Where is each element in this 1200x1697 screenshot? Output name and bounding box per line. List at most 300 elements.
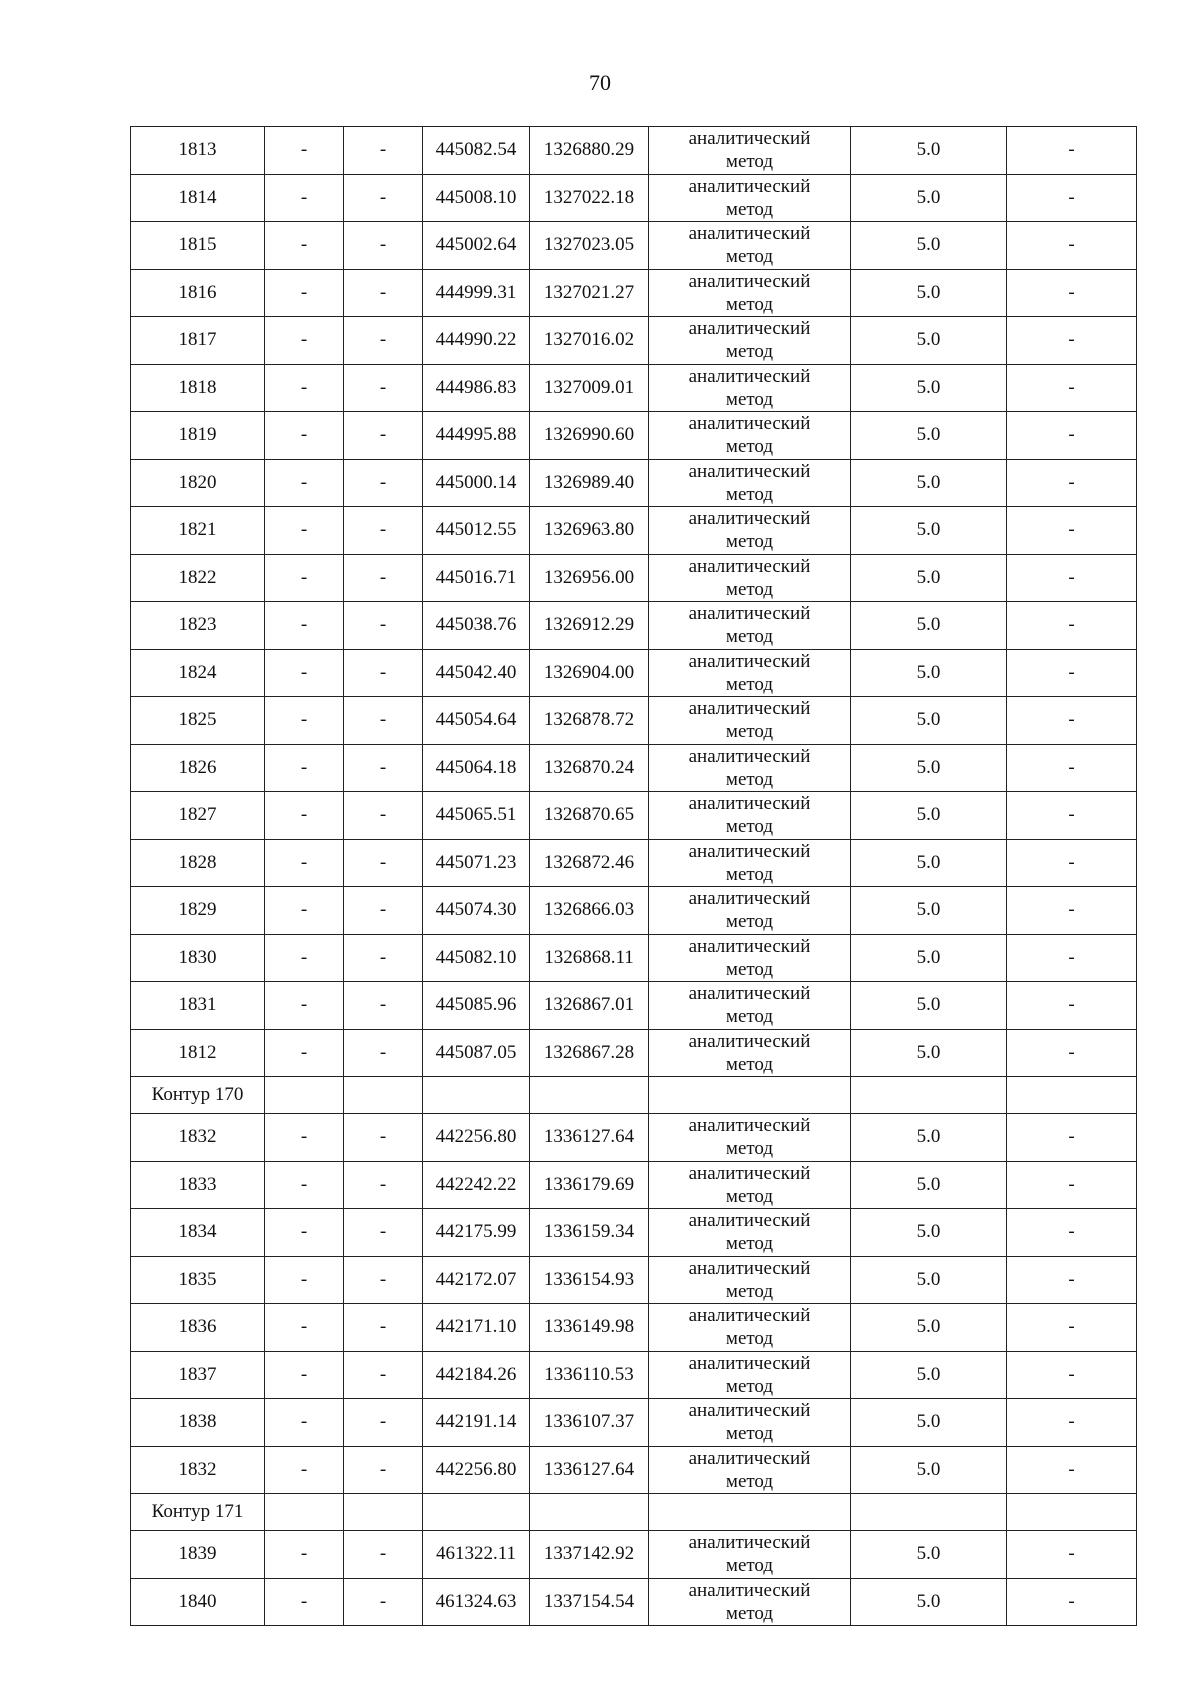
method-line-1: аналитический <box>688 793 811 815</box>
method-line-1: аналитический <box>688 1352 811 1374</box>
y-coordinate-cell: 1326866.03 <box>530 887 649 935</box>
point-number-cell: 1840 <box>131 1578 265 1626</box>
accuracy-cell: 5.0 <box>851 174 1007 222</box>
contour-header-row <box>131 1494 1137 1531</box>
dash-cell: - <box>344 744 423 792</box>
x-coordinate-cell: 445012.55 <box>423 507 530 555</box>
y-coordinate-cell: 1336149.98 <box>530 1304 649 1352</box>
method-line-1: аналитический <box>688 1400 811 1422</box>
method-line-1: аналитический <box>688 1532 811 1554</box>
method-line-1: аналитический <box>688 365 811 387</box>
empty-cell <box>344 1077 423 1114</box>
method-line-2: метод <box>725 1328 774 1350</box>
dash-cell: - <box>265 412 344 460</box>
method-line-2: метод <box>725 1470 774 1492</box>
y-coordinate-cell: 1327021.27 <box>530 269 649 317</box>
dash-cell: - <box>1007 507 1137 555</box>
accuracy-cell: 5.0 <box>851 317 1007 365</box>
table-row <box>131 649 1137 697</box>
method-cell <box>649 934 851 982</box>
method-cell <box>649 459 851 507</box>
method-line-2: метод <box>725 816 774 838</box>
empty-cell <box>265 1077 344 1114</box>
method-line-1: аналитический <box>688 1210 811 1232</box>
accuracy-cell: 5.0 <box>851 697 1007 745</box>
y-coordinate-cell: 1337142.92 <box>530 1531 649 1579</box>
method-line-1: аналитический <box>688 1257 811 1279</box>
accuracy-cell: 5.0 <box>851 269 1007 317</box>
dash-cell: - <box>344 1578 423 1626</box>
y-coordinate-cell: 1326867.01 <box>530 982 649 1030</box>
dash-cell: - <box>265 364 344 412</box>
y-coordinate-cell: 1327022.18 <box>530 174 649 222</box>
dash-cell: - <box>344 649 423 697</box>
dash-cell: - <box>344 934 423 982</box>
table-row <box>131 269 1137 317</box>
dash-cell: - <box>1007 554 1137 602</box>
dash-cell: - <box>1007 1209 1137 1257</box>
x-coordinate-cell: 445016.71 <box>423 554 530 602</box>
empty-cell <box>344 1494 423 1531</box>
method-line-1: аналитический <box>688 888 811 910</box>
method-cell <box>649 697 851 745</box>
method-cell <box>649 982 851 1030</box>
y-coordinate-cell: 1326870.24 <box>530 744 649 792</box>
accuracy-cell: 5.0 <box>851 602 1007 650</box>
empty-cell <box>530 1077 649 1114</box>
dash-cell: - <box>265 222 344 270</box>
table-row <box>131 1399 1137 1447</box>
point-number-cell: 1835 <box>131 1256 265 1304</box>
y-coordinate-cell: 1326870.65 <box>530 792 649 840</box>
x-coordinate-cell: 445054.64 <box>423 697 530 745</box>
method-line-1: аналитический <box>688 223 811 245</box>
accuracy-cell: 5.0 <box>851 554 1007 602</box>
table-row <box>131 1446 1137 1494</box>
method-line-1: аналитический <box>688 1115 811 1137</box>
dash-cell: - <box>265 1209 344 1257</box>
contour-label: Контур 170 <box>131 1077 265 1114</box>
empty-cell <box>851 1494 1007 1531</box>
x-coordinate-cell: 444995.88 <box>423 412 530 460</box>
point-number-cell: 1817 <box>131 317 265 365</box>
point-number-cell: 1813 <box>131 127 265 175</box>
accuracy-cell: 5.0 <box>851 1304 1007 1352</box>
dash-cell: - <box>265 1161 344 1209</box>
method-line-1: аналитический <box>688 175 811 197</box>
dash-cell: - <box>1007 364 1137 412</box>
dash-cell: - <box>1007 839 1137 887</box>
dash-cell: - <box>1007 1531 1137 1579</box>
method-cell <box>649 1304 851 1352</box>
accuracy-cell: 5.0 <box>851 1161 1007 1209</box>
point-number-cell: 1836 <box>131 1304 265 1352</box>
method-cell <box>649 744 851 792</box>
accuracy-cell: 5.0 <box>851 222 1007 270</box>
table-row <box>131 744 1137 792</box>
dash-cell: - <box>1007 1256 1137 1304</box>
method-line-2: метод <box>725 1138 774 1160</box>
empty-cell <box>530 1494 649 1531</box>
dash-cell: - <box>265 1114 344 1162</box>
x-coordinate-cell: 444986.83 <box>423 364 530 412</box>
dash-cell: - <box>1007 1161 1137 1209</box>
method-cell <box>649 1029 851 1077</box>
x-coordinate-cell: 442171.10 <box>423 1304 530 1352</box>
point-number-cell: 1814 <box>131 174 265 222</box>
method-line-1: аналитический <box>688 270 811 292</box>
point-number-cell: 1838 <box>131 1399 265 1447</box>
dash-cell: - <box>265 744 344 792</box>
method-cell <box>649 1446 851 1494</box>
dash-cell: - <box>1007 744 1137 792</box>
table-row <box>131 507 1137 555</box>
x-coordinate-cell: 445082.54 <box>423 127 530 175</box>
dash-cell: - <box>265 982 344 1030</box>
dash-cell: - <box>1007 222 1137 270</box>
method-line-2: метод <box>725 673 774 695</box>
point-number-cell: 1816 <box>131 269 265 317</box>
accuracy-cell: 5.0 <box>851 1446 1007 1494</box>
dash-cell: - <box>265 1304 344 1352</box>
accuracy-cell: 5.0 <box>851 1578 1007 1626</box>
method-line-2: метод <box>725 1185 774 1207</box>
table-row <box>131 887 1137 935</box>
empty-cell <box>423 1077 530 1114</box>
method-cell <box>649 1209 851 1257</box>
point-number-cell: 1833 <box>131 1161 265 1209</box>
method-cell <box>649 887 851 935</box>
method-line-1: аналитический <box>688 745 811 767</box>
point-number-cell: 1820 <box>131 459 265 507</box>
x-coordinate-cell: 442242.22 <box>423 1161 530 1209</box>
point-number-cell: 1824 <box>131 649 265 697</box>
table-row <box>131 792 1137 840</box>
x-coordinate-cell: 445087.05 <box>423 1029 530 1077</box>
dash-cell: - <box>265 934 344 982</box>
contour-label: Контур 171 <box>131 1494 265 1531</box>
y-coordinate-cell: 1326956.00 <box>530 554 649 602</box>
dash-cell: - <box>1007 412 1137 460</box>
dash-cell: - <box>344 1531 423 1579</box>
empty-cell <box>649 1077 851 1114</box>
empty-cell <box>423 1494 530 1531</box>
dash-cell: - <box>1007 1351 1137 1399</box>
x-coordinate-cell: 445008.10 <box>423 174 530 222</box>
method-cell <box>649 127 851 175</box>
y-coordinate-cell: 1326990.60 <box>530 412 649 460</box>
accuracy-cell: 5.0 <box>851 1399 1007 1447</box>
table-row <box>131 222 1137 270</box>
dash-cell: - <box>344 174 423 222</box>
x-coordinate-cell: 461322.11 <box>423 1531 530 1579</box>
dash-cell: - <box>344 127 423 175</box>
y-coordinate-cell: 1337154.54 <box>530 1578 649 1626</box>
point-number-cell: 1821 <box>131 507 265 555</box>
table-row <box>131 1256 1137 1304</box>
dash-cell: - <box>344 1114 423 1162</box>
x-coordinate-cell: 442172.07 <box>423 1256 530 1304</box>
dash-cell: - <box>265 839 344 887</box>
dash-cell: - <box>1007 887 1137 935</box>
method-line-2: метод <box>725 626 774 648</box>
y-coordinate-cell: 1336110.53 <box>530 1351 649 1399</box>
y-coordinate-cell: 1336127.64 <box>530 1446 649 1494</box>
table-row <box>131 1209 1137 1257</box>
table-row <box>131 839 1137 887</box>
dash-cell: - <box>265 887 344 935</box>
point-number-cell: 1825 <box>131 697 265 745</box>
dash-cell: - <box>265 1446 344 1494</box>
accuracy-cell: 5.0 <box>851 412 1007 460</box>
y-coordinate-cell: 1326912.29 <box>530 602 649 650</box>
method-line-1: аналитический <box>688 128 811 150</box>
table-row <box>131 554 1137 602</box>
method-line-1: аналитический <box>688 460 811 482</box>
y-coordinate-cell: 1336159.34 <box>530 1209 649 1257</box>
dash-cell: - <box>1007 174 1137 222</box>
dash-cell: - <box>344 1399 423 1447</box>
dash-cell: - <box>265 317 344 365</box>
point-number-cell: 1827 <box>131 792 265 840</box>
dash-cell: - <box>265 697 344 745</box>
point-number-cell: 1812 <box>131 1029 265 1077</box>
dash-cell: - <box>344 459 423 507</box>
y-coordinate-cell: 1336154.93 <box>530 1256 649 1304</box>
page-number: 70 <box>589 70 611 95</box>
table-row <box>131 1304 1137 1352</box>
empty-cell <box>649 1494 851 1531</box>
method-cell <box>649 412 851 460</box>
dash-cell: - <box>265 507 344 555</box>
dash-cell: - <box>265 1578 344 1626</box>
dash-cell: - <box>265 1029 344 1077</box>
y-coordinate-cell: 1327009.01 <box>530 364 649 412</box>
dash-cell: - <box>344 602 423 650</box>
method-line-2: метод <box>725 1375 774 1397</box>
table-row <box>131 1029 1137 1077</box>
dash-cell: - <box>344 554 423 602</box>
dash-cell: - <box>1007 1578 1137 1626</box>
method-line-1: аналитический <box>688 1162 811 1184</box>
point-number-cell: 1822 <box>131 554 265 602</box>
method-line-1: аналитический <box>688 1447 811 1469</box>
dash-cell: - <box>1007 697 1137 745</box>
y-coordinate-cell: 1326867.28 <box>530 1029 649 1077</box>
method-line-1: аналитический <box>688 413 811 435</box>
method-cell <box>649 317 851 365</box>
x-coordinate-cell: 445085.96 <box>423 982 530 1030</box>
dash-cell: - <box>1007 1399 1137 1447</box>
dash-cell: - <box>265 554 344 602</box>
method-line-1: аналитический <box>688 698 811 720</box>
method-line-2: метод <box>725 1006 774 1028</box>
accuracy-cell: 5.0 <box>851 1531 1007 1579</box>
dash-cell: - <box>265 459 344 507</box>
method-line-1: аналитический <box>688 508 811 530</box>
method-line-2: метод <box>725 1233 774 1255</box>
accuracy-cell: 5.0 <box>851 649 1007 697</box>
method-line-2: метод <box>725 863 774 885</box>
dash-cell: - <box>1007 982 1137 1030</box>
empty-cell <box>265 1494 344 1531</box>
y-coordinate-cell: 1327016.02 <box>530 317 649 365</box>
dash-cell: - <box>344 887 423 935</box>
method-cell <box>649 1399 851 1447</box>
accuracy-cell: 5.0 <box>851 127 1007 175</box>
table-row <box>131 982 1137 1030</box>
method-line-2: метод <box>725 246 774 268</box>
dash-cell: - <box>1007 1446 1137 1494</box>
method-line-2: метод <box>725 1423 774 1445</box>
method-line-1: аналитический <box>688 1030 811 1052</box>
method-line-2: метод <box>725 341 774 363</box>
dash-cell: - <box>1007 459 1137 507</box>
method-line-2: метод <box>725 198 774 220</box>
method-line-2: метод <box>725 388 774 410</box>
dash-cell: - <box>265 1399 344 1447</box>
point-number-cell: 1828 <box>131 839 265 887</box>
method-line-2: метод <box>725 958 774 980</box>
x-coordinate-cell: 445071.23 <box>423 839 530 887</box>
accuracy-cell: 5.0 <box>851 839 1007 887</box>
empty-cell <box>851 1077 1007 1114</box>
x-coordinate-cell: 442184.26 <box>423 1351 530 1399</box>
dash-cell: - <box>1007 127 1137 175</box>
method-cell <box>649 1161 851 1209</box>
method-cell <box>649 1578 851 1626</box>
method-line-1: аналитический <box>688 983 811 1005</box>
dash-cell: - <box>344 1256 423 1304</box>
x-coordinate-cell: 442256.80 <box>423 1114 530 1162</box>
y-coordinate-cell: 1326872.46 <box>530 839 649 887</box>
contour-header-row <box>131 1077 1137 1114</box>
accuracy-cell: 5.0 <box>851 507 1007 555</box>
point-number-cell: 1831 <box>131 982 265 1030</box>
point-number-cell: 1837 <box>131 1351 265 1399</box>
dash-cell: - <box>1007 792 1137 840</box>
dash-cell: - <box>344 507 423 555</box>
table-row <box>131 1114 1137 1162</box>
method-line-1: аналитический <box>688 935 811 957</box>
method-cell <box>649 364 851 412</box>
y-coordinate-cell: 1336107.37 <box>530 1399 649 1447</box>
table-row <box>131 1578 1137 1626</box>
dash-cell: - <box>344 1351 423 1399</box>
method-line-1: аналитический <box>688 650 811 672</box>
method-cell <box>649 554 851 602</box>
accuracy-cell: 5.0 <box>851 982 1007 1030</box>
x-coordinate-cell: 445042.40 <box>423 649 530 697</box>
method-line-2: метод <box>725 768 774 790</box>
table-row <box>131 1351 1137 1399</box>
method-line-1: аналитический <box>688 555 811 577</box>
x-coordinate-cell: 445038.76 <box>423 602 530 650</box>
table-row <box>131 934 1137 982</box>
method-line-1: аналитический <box>688 1305 811 1327</box>
point-number-cell: 1832 <box>131 1114 265 1162</box>
point-number-cell: 1818 <box>131 364 265 412</box>
method-line-2: метод <box>725 1280 774 1302</box>
coordinates-table-body <box>131 127 1137 1626</box>
accuracy-cell: 5.0 <box>851 1209 1007 1257</box>
point-number-cell: 1823 <box>131 602 265 650</box>
table-row <box>131 1531 1137 1579</box>
accuracy-cell: 5.0 <box>851 934 1007 982</box>
dash-cell: - <box>265 649 344 697</box>
table-row <box>131 1161 1137 1209</box>
method-line-1: аналитический <box>688 603 811 625</box>
dash-cell: - <box>1007 1029 1137 1077</box>
x-coordinate-cell: 445064.18 <box>423 744 530 792</box>
dash-cell: - <box>265 1351 344 1399</box>
dash-cell: - <box>344 982 423 1030</box>
method-line-2: метод <box>725 436 774 458</box>
dash-cell: - <box>344 792 423 840</box>
x-coordinate-cell: 444990.22 <box>423 317 530 365</box>
dash-cell: - <box>344 697 423 745</box>
x-coordinate-cell: 442256.80 <box>423 1446 530 1494</box>
method-cell <box>649 507 851 555</box>
dash-cell: - <box>344 269 423 317</box>
point-number-cell: 1839 <box>131 1531 265 1579</box>
method-cell <box>649 269 851 317</box>
point-number-cell: 1830 <box>131 934 265 982</box>
y-coordinate-cell: 1336127.64 <box>530 1114 649 1162</box>
method-cell <box>649 1256 851 1304</box>
table-row <box>131 364 1137 412</box>
accuracy-cell: 5.0 <box>851 1351 1007 1399</box>
dash-cell: - <box>344 1209 423 1257</box>
x-coordinate-cell: 445082.10 <box>423 934 530 982</box>
dash-cell: - <box>1007 649 1137 697</box>
accuracy-cell: 5.0 <box>851 1256 1007 1304</box>
method-cell <box>649 222 851 270</box>
dash-cell: - <box>265 174 344 222</box>
point-number-cell: 1832 <box>131 1446 265 1494</box>
method-cell <box>649 1114 851 1162</box>
dash-cell: - <box>1007 269 1137 317</box>
method-cell <box>649 792 851 840</box>
dash-cell: - <box>344 412 423 460</box>
x-coordinate-cell: 444999.31 <box>423 269 530 317</box>
x-coordinate-cell: 445000.14 <box>423 459 530 507</box>
method-line-2: метод <box>725 1053 774 1075</box>
dash-cell: - <box>1007 1304 1137 1352</box>
method-line-2: метод <box>725 151 774 173</box>
dash-cell: - <box>344 222 423 270</box>
method-line-2: метод <box>725 911 774 933</box>
method-line-2: метод <box>725 483 774 505</box>
dash-cell: - <box>1007 934 1137 982</box>
dash-cell: - <box>344 1161 423 1209</box>
dash-cell: - <box>344 364 423 412</box>
accuracy-cell: 5.0 <box>851 459 1007 507</box>
empty-cell <box>1007 1494 1137 1531</box>
dash-cell: - <box>344 1029 423 1077</box>
method-line-1: аналитический <box>688 840 811 862</box>
method-line-2: метод <box>725 293 774 315</box>
x-coordinate-cell: 445074.30 <box>423 887 530 935</box>
dash-cell: - <box>1007 1114 1137 1162</box>
dash-cell: - <box>344 317 423 365</box>
y-coordinate-cell: 1327023.05 <box>530 222 649 270</box>
point-number-cell: 1829 <box>131 887 265 935</box>
method-line-2: метод <box>725 1555 774 1577</box>
dash-cell: - <box>344 1304 423 1352</box>
y-coordinate-cell: 1326904.00 <box>530 649 649 697</box>
point-number-cell: 1819 <box>131 412 265 460</box>
